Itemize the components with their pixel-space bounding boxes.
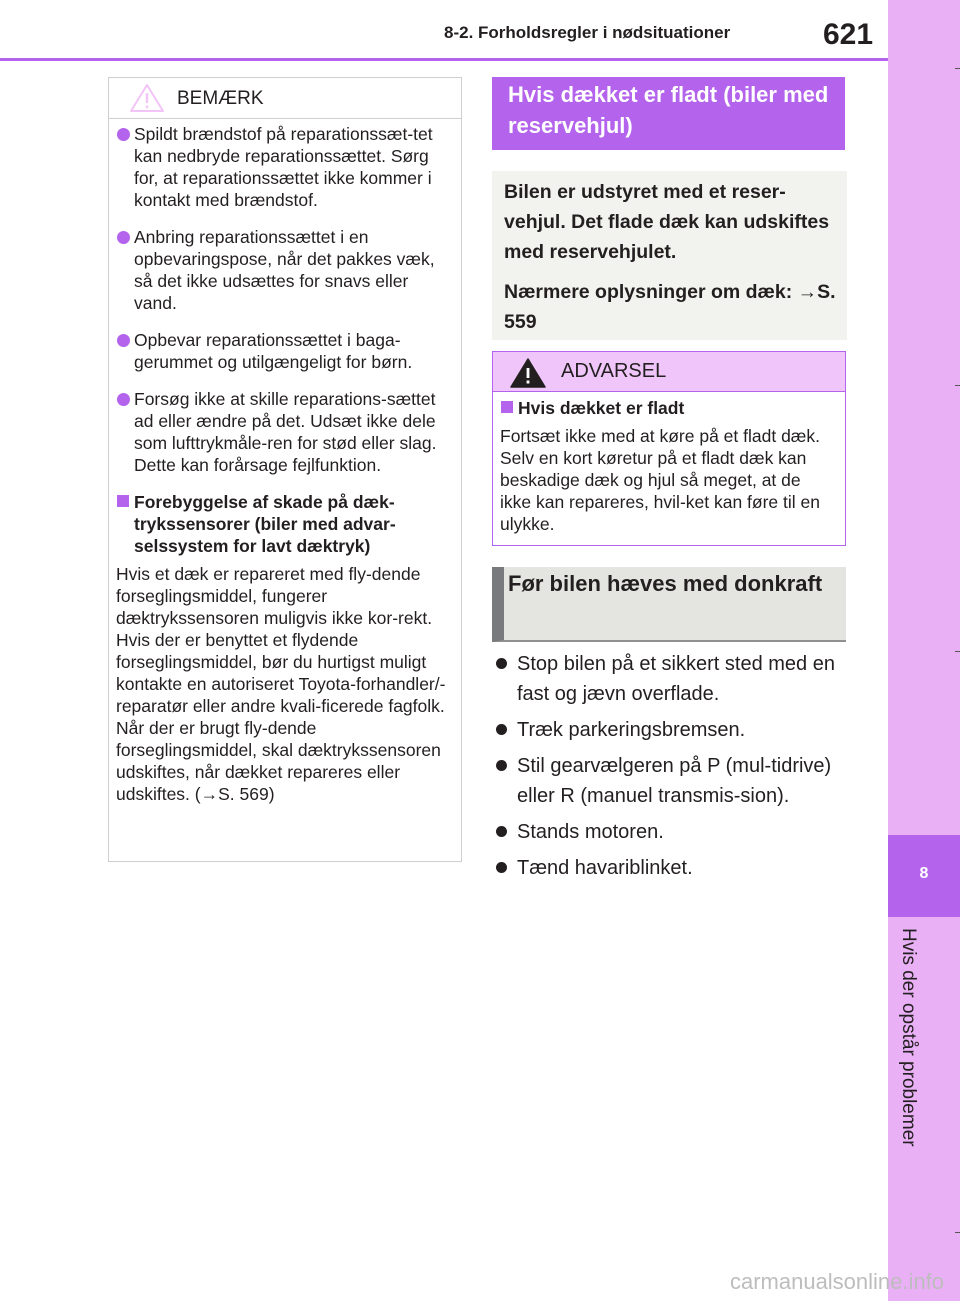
- step-item: [496, 853, 846, 883]
- bullet-dot-icon: [496, 826, 507, 837]
- note-box-header: [109, 78, 461, 119]
- info-box: [492, 171, 847, 340]
- step-item: [496, 751, 846, 811]
- crop-tick: [955, 1232, 960, 1233]
- bullet-dot-icon: [117, 393, 130, 406]
- note-sub-heading-text: Forebyggelse af skade på dæk-trykssensorer (biler med advar-selssystem for lavt dæktryk): [134, 492, 396, 556]
- note-bullet-text: Opbevar reparationssættet i baga-gerummet og utilgængeligt for børn.: [134, 330, 413, 372]
- note-sub-heading: [116, 491, 451, 557]
- warning-triangle-outline-icon: [129, 83, 165, 113]
- step-list: [496, 649, 846, 889]
- step-text: Stil gearvælgeren på P (mul-tidrive) eller R (manuel transmis-sion).: [517, 755, 832, 807]
- note-bullet-item: [116, 388, 451, 476]
- warning-sub-heading-text: Hvis dækket er fladt: [518, 398, 685, 418]
- bullet-dot-icon: [496, 760, 507, 771]
- note-box-body: [109, 119, 461, 805]
- note-bullet-item: [116, 226, 451, 314]
- note-bullet-text: Spildt brændstof på reparationssæt-tet kan nedbryde reparationssættet. Sørg for, at reparationssættet ikke kommer i kontakt med brændstof.: [134, 124, 433, 210]
- subsection-heading-jack: Før bilen hæves med donkraft: [492, 567, 846, 642]
- step-text: Stands motoren.: [517, 821, 664, 843]
- warning-text: Fortsæt ikke med at køre på et fladt dæk. Selv en kort køretur på et fladt dæk kan beskadige dæk og hjul så meget, at de ikke kan repareres, hvil-ket kan føre til en ulykke.: [500, 426, 820, 534]
- warning-triangle-filled-icon: [509, 357, 547, 389]
- step-item: [496, 817, 846, 847]
- crop-tick: [955, 68, 960, 69]
- chapter-label: Hvis der opstår problemer: [898, 928, 919, 1147]
- note-box: [108, 77, 462, 862]
- warning-sub-heading: [500, 397, 835, 419]
- section-title: 8-2. Forholdsregler i nødsituationer: [444, 23, 731, 42]
- bullet-dot-icon: [117, 231, 130, 244]
- note-box-title: BEMÆRK: [177, 88, 264, 109]
- bullet-dot-icon: [117, 128, 130, 141]
- bullet-dot-icon: [496, 862, 507, 873]
- warning-box-body: [493, 392, 845, 535]
- chapter-tab[interactable]: [888, 835, 960, 917]
- step-item: [496, 715, 846, 745]
- section-heading-flat-tire: Hvis dækket er fladt (biler med reservehjul): [492, 77, 845, 150]
- square-bullet-icon: [117, 495, 129, 507]
- note-paragraph: Hvis et dæk er repareret med fly-dende forseglingsmiddel, fungerer dæktrykssensoren muligvis ikke kor-rekt. Hvis der er benyttet et flydende forseglingsmiddel, bør du hurtigst muligt kontakte en autoriseret Toyota-forhandler/-reparatør eller andre kvali-ficerede fagfolk. Når der er brugt fly-dende forseglingsmiddel, skal dæktrykssensoren udskiftes, når dækket repareres eller udskiftes. (→S. 569): [116, 564, 446, 804]
- step-text: Tænd havariblinket.: [517, 857, 693, 879]
- warning-box: [492, 351, 846, 546]
- step-item: [496, 649, 846, 709]
- warning-box-title: ADVARSEL: [561, 360, 667, 382]
- square-bullet-icon: [501, 401, 513, 413]
- step-text: Stop bilen på et sikkert sted med en fast og jævn overflade.: [517, 653, 835, 705]
- page-number: 621: [823, 18, 874, 51]
- info-reference-link[interactable]: Nærmere oplysninger om dæk: →S. 559: [504, 281, 836, 333]
- bullet-dot-icon: [496, 724, 507, 735]
- note-bullet-item: [116, 329, 451, 373]
- watermark: carmanualsonline.info: [729, 1269, 944, 1294]
- note-bullet-text: Anbring reparationssættet i en opbevaringspose, når det pakkes væk, så det ikke udsættes for snavs eller vand.: [134, 227, 435, 313]
- crop-tick: [955, 385, 960, 386]
- chapter-number: 8: [919, 865, 929, 882]
- note-bullet-item: [116, 123, 451, 211]
- note-bullet-text: Forsøg ikke at skille reparations-sættet ad eller ændre på det. Udsæt ikke dele som lufttrykmåle-ren for stød eller slag. Dette kan forårsage fejlfunktion.: [134, 389, 437, 475]
- info-text: Bilen er udstyret med et reser-vehjul. Det flade dæk kan udskiftes med reservehjulet.: [504, 181, 830, 263]
- bullet-dot-icon: [496, 658, 507, 669]
- header-rule: [0, 58, 888, 61]
- crop-tick: [955, 651, 960, 652]
- step-text: Træk parkeringsbremsen.: [517, 719, 746, 741]
- bullet-dot-icon: [117, 334, 130, 347]
- warning-box-header: [493, 352, 845, 392]
